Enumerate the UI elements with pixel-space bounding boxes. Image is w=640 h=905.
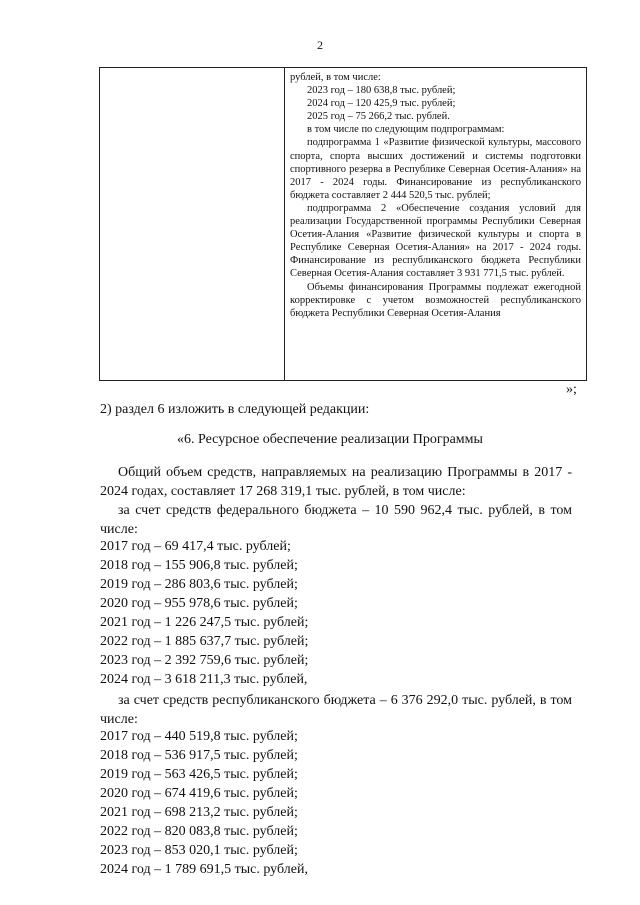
closing-quote: »; — [566, 382, 577, 397]
table-paragraph: 2023 год – 180 638,8 тыс. рублей; — [307, 85, 456, 97]
page-number: 2 — [317, 38, 323, 52]
amendment-line: 2) раздел 6 изложить в следующей редакции: — [100, 402, 370, 417]
table-right-cell — [285, 68, 586, 380]
republic-year-line: 2017 год – 440 519,8 тыс. рублей; — [100, 729, 298, 744]
republic-year-line: 2023 год – 853 020,1 тыс. рублей; — [100, 843, 298, 858]
federal-year-line: 2021 год – 1 226 247,5 тыс. рублей; — [100, 615, 309, 630]
federal-year-line: 2022 год – 1 885 637,7 тыс. рублей; — [100, 634, 309, 649]
republic-paragraph: за счет средств республиканского бюджета – 6 376 292,0 тыс. рублей, в том числе: — [100, 693, 572, 727]
republic-year-line: 2022 год – 820 083,8 тыс. рублей; — [100, 824, 298, 839]
republic-year-line: 2019 год – 563 426,5 тыс. рублей; — [100, 767, 298, 782]
federal-paragraph: за счет средств федерального бюджета – 10 590 962,4 тыс. рублей, в том числе: — [100, 503, 572, 537]
table-paragraph: 2024 год – 120 425,9 тыс. рублей; — [307, 98, 456, 110]
republic-year-line: 2024 год – 1 789 691,5 тыс. рублей, — [100, 862, 308, 877]
table-paragraph: рублей, в том числе: — [290, 72, 381, 83]
federal-year-line: 2024 год – 3 618 211,3 тыс. рублей, — [100, 672, 308, 687]
federal-year-line: 2018 год – 155 906,8 тыс. рублей; — [100, 558, 298, 573]
table-paragraph: Объемы финансирования Программы подлежат ежегодной корректировке с учетом возможностей республиканского бюджета Республики Северная Осетия-Алания — [290, 281, 581, 319]
table-left-cell — [100, 68, 285, 380]
federal-year-line: 2017 год – 69 417,4 тыс. рублей; — [100, 539, 291, 554]
republic-year-line: 2018 год – 536 917,5 тыс. рублей; — [100, 748, 298, 763]
table-paragraph: в том числе по следующим подпрограммам: — [307, 124, 505, 136]
table-paragraph: подпрограмма 1 «Развитие физической культуры, массового спорта, спорта высших достижений и системы подготовки спортивного резерва в Республике Северная Осетия-Алания» на 2017 - 2024 годы. Финансирование из республиканского бюджета составляет 2 444 520,5 тыс. рублей; — [290, 137, 581, 201]
financing-table — [99, 67, 587, 381]
republic-year-line: 2020 год – 674 419,6 тыс. рублей; — [100, 786, 298, 801]
federal-year-line: 2020 год – 955 978,6 тыс. рублей; — [100, 596, 298, 611]
table-paragraph: 2025 год – 75 266,2 тыс. рублей. — [307, 111, 450, 123]
table-paragraph: подпрограмма 2 «Обеспечение создания условий для реализации Государственной программы Республики Северная Осетия-Алания «Развитие физической культуры и спорта в Республике Северная Осетия-Алания» на 2017 - 2024 годы. Финансирование из республиканского бюджета Республики Северная Осетия-Алания составляет 3 931 771,5 тыс. рублей. — [290, 202, 581, 280]
federal-year-line: 2023 год – 2 392 759,6 тыс. рублей; — [100, 653, 309, 668]
section-heading: «6. Ресурсное обеспечение реализации Программы — [177, 432, 483, 447]
federal-year-line: 2019 год – 286 803,6 тыс. рублей; — [100, 577, 298, 592]
total-paragraph: Общий объем средств, направляемых на реализацию Программы в 2017 - 2024 годах, составляет 17 268 319,1 тыс. рублей, в том числе: — [100, 465, 572, 499]
republic-year-line: 2021 год – 698 213,2 тыс. рублей; — [100, 805, 298, 820]
